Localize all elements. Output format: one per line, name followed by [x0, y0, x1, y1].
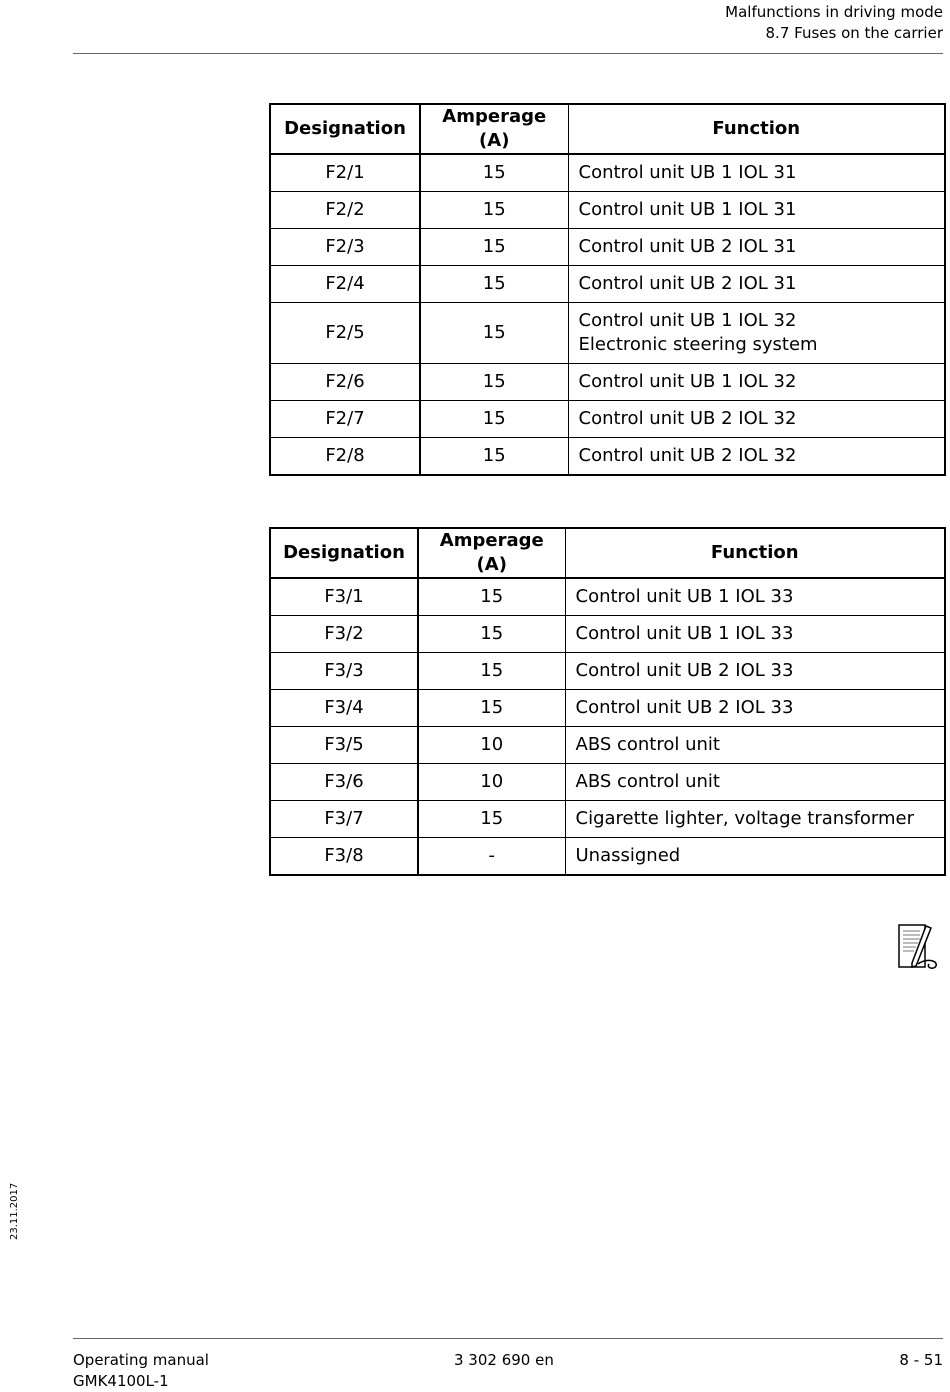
cell-designation: F2/7: [270, 401, 420, 438]
section-title: 8.7 Fuses on the carrier: [765, 24, 943, 42]
col-header-function: Function: [568, 104, 945, 154]
table-row: [270, 438, 945, 476]
cell-function: [568, 401, 945, 438]
cell-designation: F2/5: [270, 303, 420, 364]
cell-amperage: 15: [418, 690, 565, 727]
cell-amperage: 15: [420, 154, 568, 192]
table-row: [270, 364, 945, 401]
cell-designation: F3/7: [270, 801, 418, 838]
cell-function: [568, 266, 945, 303]
cell-function: [565, 838, 945, 876]
function-line: Control unit UB 2 IOL 32: [578, 408, 797, 429]
cell-designation: F2/8: [270, 438, 420, 476]
cell-function: [568, 192, 945, 229]
cell-designation: F3/3: [270, 653, 418, 690]
cell-function: [565, 764, 945, 801]
cell-designation: F2/1: [270, 154, 420, 192]
footer-model: GMK4100L-1: [73, 1372, 169, 1390]
cell-function: [568, 154, 945, 192]
table-row: [270, 727, 945, 764]
cell-function: [565, 653, 945, 690]
cell-amperage: 15: [420, 303, 568, 364]
notes-pencil-icon: [896, 922, 942, 972]
footer-divider: [73, 1338, 943, 1339]
cell-function: [565, 727, 945, 764]
cell-designation: F3/8: [270, 838, 418, 876]
function-line: Electronic steering system: [578, 334, 818, 355]
function-line: Control unit UB 1 IOL 32: [578, 371, 797, 392]
function-line: Control unit UB 2 IOL 31: [578, 236, 797, 257]
col-header-amperage: Amperage (A): [420, 104, 568, 154]
cell-designation: F3/2: [270, 616, 418, 653]
col-header-amperage: Amperage (A): [418, 528, 565, 578]
table-row: [270, 229, 945, 266]
function-line: Control unit UB 2 IOL 33: [575, 697, 794, 718]
function-line: Control unit UB 1 IOL 31: [578, 162, 797, 183]
cell-amperage: 15: [420, 438, 568, 476]
cell-amperage: 15: [418, 616, 565, 653]
table-row: [270, 266, 945, 303]
cell-designation: F3/5: [270, 727, 418, 764]
table-row: [270, 801, 945, 838]
cell-function: [565, 616, 945, 653]
function-line: Cigarette lighter, voltage transformer: [575, 808, 915, 829]
cell-amperage: 15: [420, 192, 568, 229]
cell-designation: F3/6: [270, 764, 418, 801]
col-header-function: Function: [565, 528, 945, 578]
function-line: ABS control unit: [575, 734, 720, 755]
col-header-designation: Designation: [270, 528, 418, 578]
footer-doc-number: 3 302 690 en: [454, 1351, 554, 1369]
table-row: [270, 578, 945, 616]
cell-function: [568, 303, 945, 364]
function-line: Control unit UB 1 IOL 32: [578, 310, 797, 331]
function-line: Control unit UB 2 IOL 31: [578, 273, 797, 294]
cell-designation: F2/6: [270, 364, 420, 401]
table-row: [270, 838, 945, 876]
cell-amperage: 15: [418, 653, 565, 690]
table-row: [270, 303, 945, 364]
cell-designation: F2/3: [270, 229, 420, 266]
cell-amperage: 15: [420, 266, 568, 303]
table-row: [270, 690, 945, 727]
chapter-title: Malfunctions in driving mode: [725, 3, 943, 21]
cell-amperage: 15: [420, 229, 568, 266]
cell-designation: F3/4: [270, 690, 418, 727]
table-row: [270, 401, 945, 438]
cell-amperage: 10: [418, 764, 565, 801]
table-row: [270, 192, 945, 229]
cell-amperage: 15: [418, 801, 565, 838]
function-line: Control unit UB 2 IOL 33: [575, 660, 794, 681]
page-number: 8 - 51: [899, 1351, 943, 1369]
function-line: Control unit UB 1 IOL 33: [575, 623, 794, 644]
cell-function: [565, 578, 945, 616]
cell-function: [568, 364, 945, 401]
fuse-table-f3: [269, 527, 946, 876]
table-row: [270, 154, 945, 192]
cell-designation: F3/1: [270, 578, 418, 616]
cell-amperage: 10: [418, 727, 565, 764]
fuse-table-f2: [269, 103, 946, 476]
page-header: [725, 2, 943, 44]
cell-designation: F2/4: [270, 266, 420, 303]
table-row: [270, 653, 945, 690]
cell-amperage: 15: [420, 401, 568, 438]
cell-function: [565, 690, 945, 727]
cell-amperage: -: [418, 838, 565, 876]
cell-function: [568, 438, 945, 476]
cell-function: [568, 229, 945, 266]
function-line: Unassigned: [575, 845, 681, 866]
cell-designation: F2/2: [270, 192, 420, 229]
table-row: [270, 764, 945, 801]
cell-function: [565, 801, 945, 838]
table-row: [270, 616, 945, 653]
function-line: Control unit UB 1 IOL 31: [578, 199, 797, 220]
print-date: 23.11.2017: [9, 1182, 20, 1240]
cell-amperage: 15: [420, 364, 568, 401]
function-line: Control unit UB 1 IOL 33: [575, 586, 794, 607]
col-header-designation: Designation: [270, 104, 420, 154]
function-line: ABS control unit: [575, 771, 720, 792]
footer-doc-type: Operating manual: [73, 1351, 209, 1369]
cell-amperage: 15: [418, 578, 565, 616]
header-divider: [73, 53, 943, 54]
function-line: Control unit UB 2 IOL 32: [578, 445, 797, 466]
